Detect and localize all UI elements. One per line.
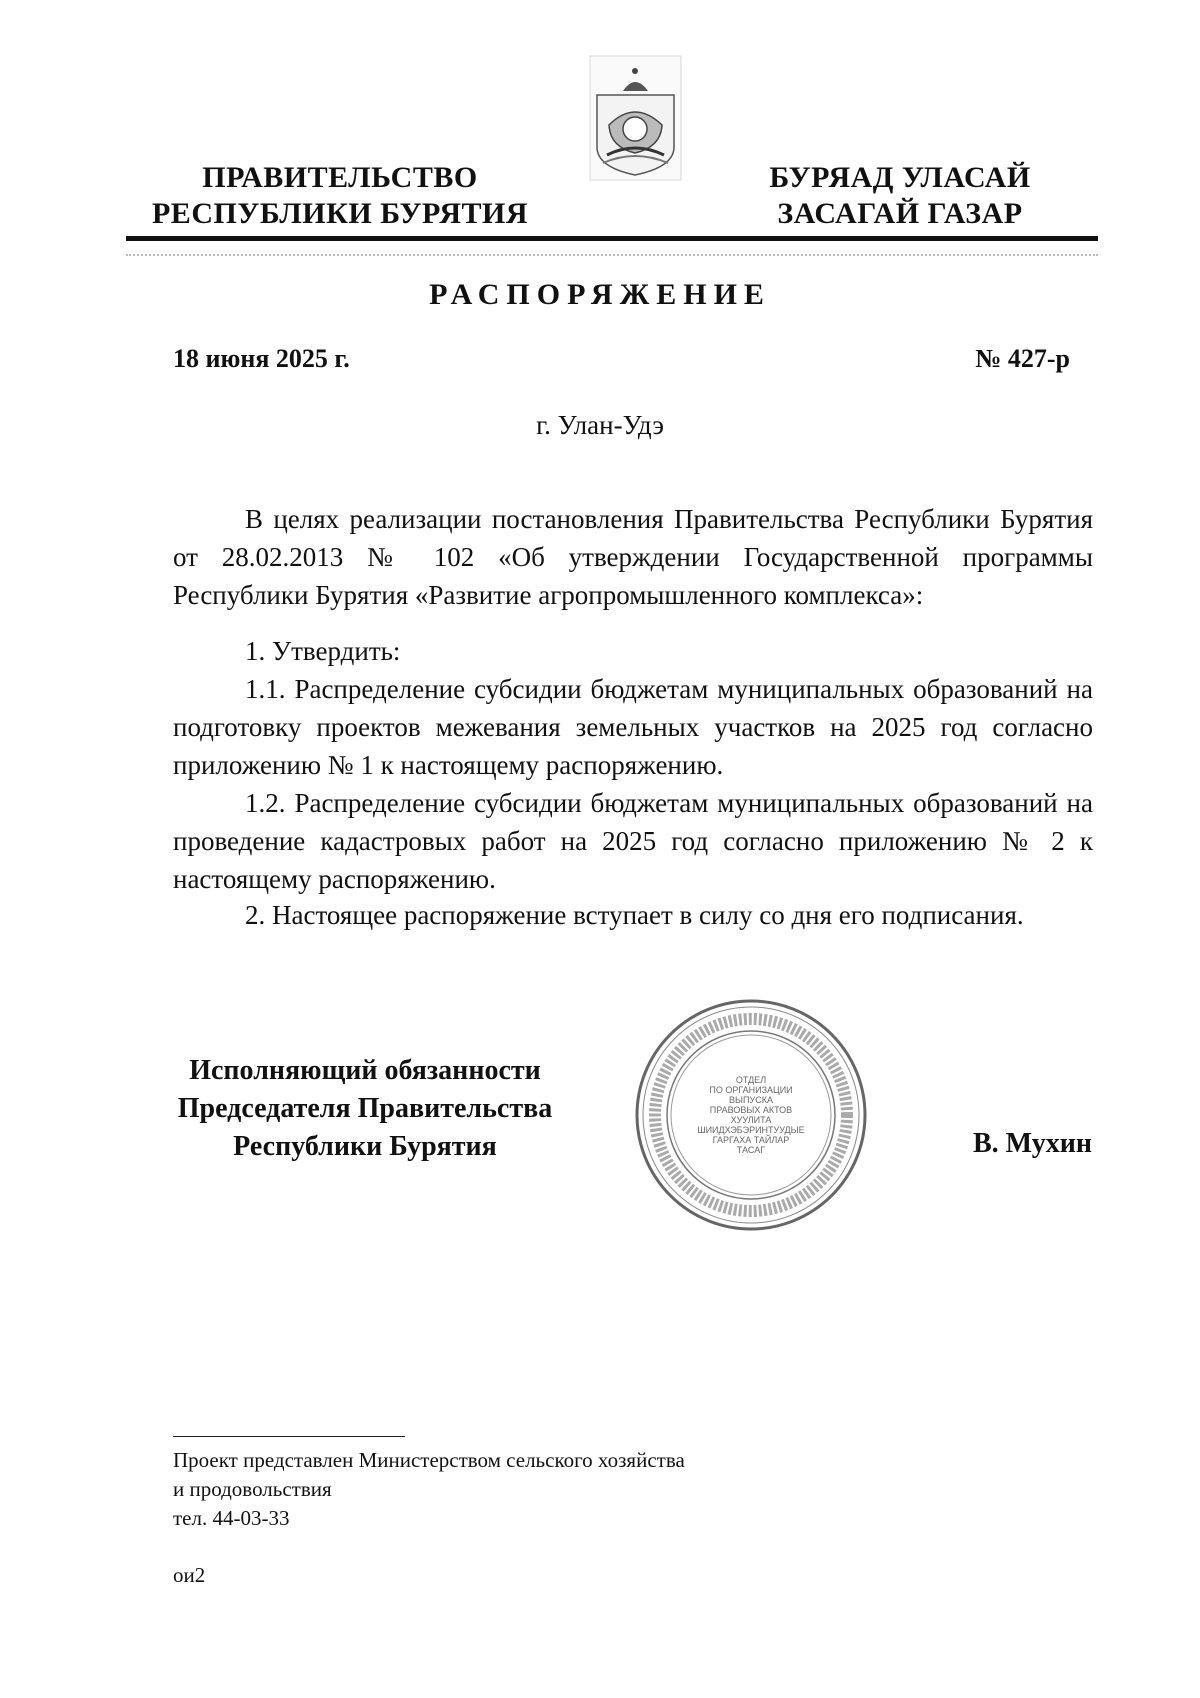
header-right-line2: ЗАСАГАЙ ГАЗАР — [777, 197, 1023, 230]
header-left-line1: ПРАВИТЕЛЬСТВО — [202, 161, 478, 194]
seal-text-line: ХУУЛИТА — [730, 1115, 772, 1125]
seal-text-line: ПО ОРГАНИЗАЦИИ — [709, 1085, 793, 1095]
document-code: ои2 — [173, 1563, 206, 1587]
header-right-line1: БУРЯАД УЛАСАЙ — [769, 161, 1031, 194]
document-title: РАСПОРЯЖЕНИЕ — [429, 278, 771, 311]
header-divider — [126, 236, 1098, 241]
footnote-line3: тел. 44-03-33 — [173, 1506, 290, 1530]
header-divider-dotted — [126, 254, 1098, 256]
footnote-line1: Проект представлен Министерством сельского хозяйства — [173, 1448, 685, 1472]
seal-text-line: ОТДЕЛ — [735, 1075, 767, 1085]
seal-text-line: ШИИДХЭБЭРИНТУУДЫЕ — [697, 1125, 805, 1135]
seal-text-line: ТАСАГ — [736, 1145, 766, 1155]
body-intro — [173, 500, 1093, 614]
header-left-line2: РЕСПУБЛИКИ БУРЯТИЯ — [151, 197, 529, 230]
header-right — [740, 160, 1060, 232]
item-2: 2. Настоящее распоряжение вступает в силу со дня его подписания. — [245, 900, 1024, 930]
footnote-divider — [173, 1436, 405, 1437]
body-items — [173, 632, 1093, 898]
seal-text-line: ВЫПУСКА — [729, 1095, 773, 1105]
item-1: 1. Утвердить: — [245, 636, 401, 666]
signature-title — [160, 1052, 570, 1166]
signature-title-line2: Председателя Правительства — [177, 1093, 553, 1124]
item-1-2: 1.2. Распределение субсидии бюджетам муниципальных образований на проведение кадастровых работ на 2025 год согласно приложению № 2 к настоящему распоряжению. — [173, 788, 1093, 894]
signer-name: В. Мухин — [973, 1128, 1092, 1159]
header-left — [150, 160, 530, 232]
body-entry — [173, 896, 1093, 934]
document-city: г. Улан-Удэ — [536, 410, 664, 440]
footnote — [173, 1446, 685, 1533]
seal-text-line: ГАРГАХА ТАЙЛАР — [712, 1135, 790, 1145]
seal-text-line: ПРАВОВЫХ АКТОВ — [709, 1105, 793, 1115]
signature-title-line3: Республики Бурятия — [233, 1131, 497, 1162]
intro-paragraph: В целях реализации постановления Правительства Республики Бурятия от 28.02.2013 № 102 «Об утверждении Государственной программы Республики Бурятия «Развитие агропромышленного комплекса»: — [173, 504, 1093, 610]
document-date: 18 июня 2025 г. — [173, 344, 350, 373]
document-number: № 427-р — [975, 344, 1070, 373]
coat-of-arms-icon — [589, 55, 682, 181]
signature-title-line1: Исполняющий обязанности — [189, 1055, 541, 1086]
item-1-1: 1.1. Распределение субсидии бюджетам муниципальных образований на подготовку проектов межевания земельных участков на 2025 год согласно приложению № 1 к настоящему распоряжению. — [173, 674, 1093, 780]
footnote-line2: и продовольствия — [173, 1477, 332, 1501]
official-seal-icon — [633, 997, 869, 1233]
